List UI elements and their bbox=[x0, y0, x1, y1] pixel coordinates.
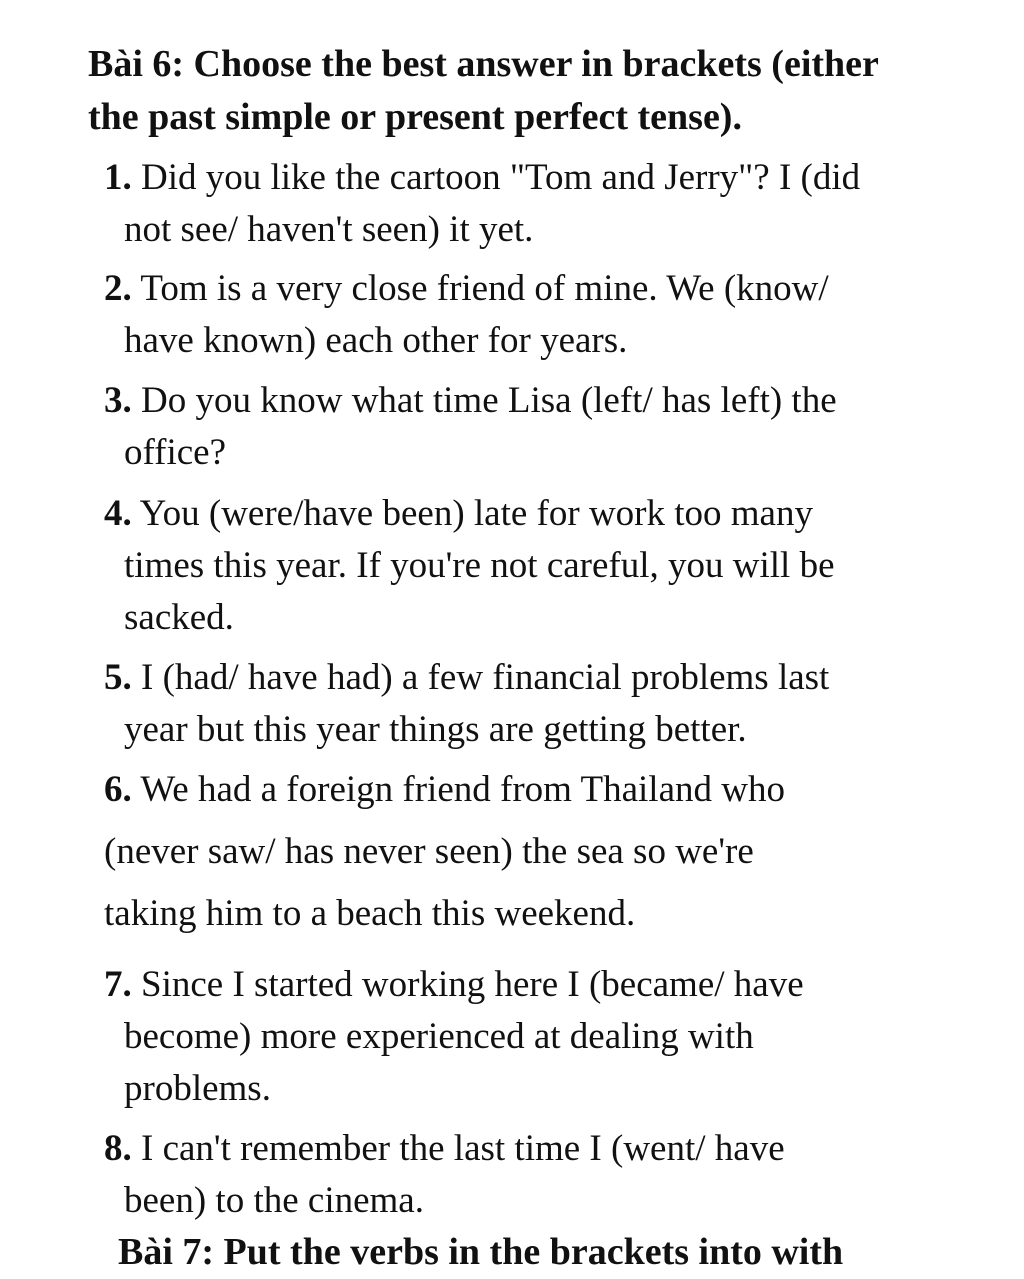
question-text: Tom is a very close friend of mine. We (know/ bbox=[131, 268, 829, 309]
question-first-line bbox=[104, 375, 964, 427]
question-first-line bbox=[104, 759, 964, 821]
question-item-2 bbox=[104, 263, 964, 367]
question-first-line bbox=[104, 959, 964, 1011]
question-first-line bbox=[104, 652, 964, 704]
question-text: You (were/have been) late for work too many bbox=[131, 493, 813, 534]
question-continuation: not see/ haven't seen) it yet. bbox=[124, 209, 534, 250]
question-item-4 bbox=[104, 488, 964, 644]
question-number: 6. bbox=[104, 769, 132, 810]
question-number: 8. bbox=[104, 1128, 132, 1169]
question-item-1 bbox=[104, 152, 964, 256]
question-number: 3. bbox=[104, 380, 132, 421]
heading-line-2: the past simple or present perfect tense). bbox=[88, 96, 742, 138]
question-text: Since I started working here I (became/ have bbox=[131, 964, 804, 1005]
question-text: We had a foreign friend from Thailand who bbox=[131, 769, 785, 810]
question-continuation: office? bbox=[124, 432, 227, 473]
next-exercise-heading-partial: Bài 7: Put the verbs in the brackets into with bbox=[118, 1231, 844, 1273]
question-continuation: been) to the cinema. bbox=[124, 1180, 424, 1221]
question-continuation: times this year. If you're not careful, you will be bbox=[124, 545, 835, 586]
question-item-7 bbox=[104, 959, 964, 1115]
question-item-3 bbox=[104, 375, 964, 479]
question-text: I can't remember the last time I (went/ have bbox=[131, 1128, 785, 1169]
heading-line-1: Bài 6: Choose the best answer in brackets (either bbox=[88, 43, 879, 85]
question-continuation: sacked. bbox=[124, 597, 234, 638]
question-continuation: (never saw/ has never seen) the sea so we're bbox=[104, 831, 754, 872]
question-number: 1. bbox=[104, 157, 132, 198]
question-first-line bbox=[104, 263, 964, 315]
question-continuation: have known) each other for years. bbox=[124, 320, 628, 361]
question-text: Did you like the cartoon "Tom and Jerry"? I (did bbox=[131, 157, 861, 198]
question-text: Do you know what time Lisa (left/ has left) the bbox=[131, 380, 837, 421]
question-number: 7. bbox=[104, 964, 132, 1005]
question-item-5 bbox=[104, 652, 964, 756]
question-number: 5. bbox=[104, 657, 132, 698]
question-continuation: year but this year things are getting better. bbox=[124, 709, 747, 750]
question-number: 2. bbox=[104, 268, 132, 309]
question-first-line bbox=[104, 1123, 964, 1175]
question-continuation: taking him to a beach this weekend. bbox=[104, 893, 636, 934]
exercise-heading bbox=[88, 38, 968, 144]
question-item-6 bbox=[104, 759, 964, 945]
question-number: 4. bbox=[104, 493, 132, 534]
question-item-8 bbox=[104, 1123, 964, 1227]
question-text: I (had/ have had) a few financial problems last bbox=[131, 657, 830, 698]
question-continuation: become) more experienced at dealing with bbox=[124, 1016, 754, 1057]
question-first-line bbox=[104, 488, 964, 540]
question-continuation: problems. bbox=[124, 1068, 271, 1109]
question-first-line bbox=[104, 152, 964, 204]
